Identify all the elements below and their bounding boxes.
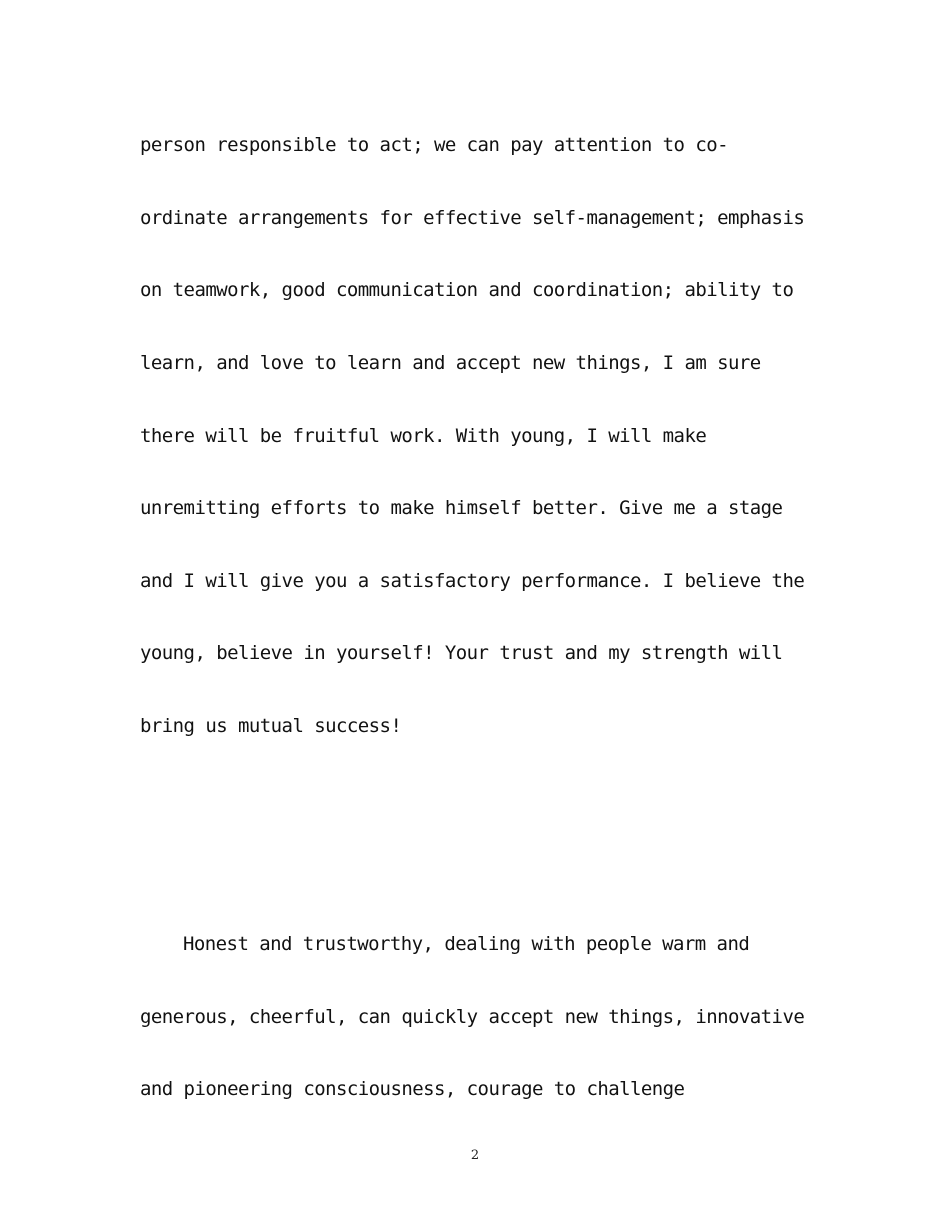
paragraph-1-line-9: bring us mutual success! xyxy=(140,715,402,737)
paragraph-1-line-5: there will be fruitful work. With young, I will make xyxy=(140,425,707,447)
paragraph-1-line-6: unremitting efforts to make himself better. Give me a stage xyxy=(140,497,783,519)
paragraph-2-line-3: and pioneering consciousness, courage to challenge xyxy=(140,1078,685,1100)
paragraph-2-line-2: generous, cheerful, can quickly accept new things, innovative xyxy=(140,1006,805,1028)
paragraph-2-line-1: Honest and trustworthy, dealing with people warm and xyxy=(183,933,750,955)
paragraph-1-line-8: young, believe in yourself! Your trust and my strength will xyxy=(140,642,783,664)
paragraph-1-line-3: on teamwork, good communication and coordination; ability to xyxy=(140,279,794,301)
page-number: 2 xyxy=(470,1148,480,1163)
paragraph-1-line-7: and I will give you a satisfactory performance. I believe the xyxy=(140,570,805,592)
paragraph-1-line-2: ordinate arrangements for effective self-management; emphasis xyxy=(140,207,805,229)
paragraph-1-line-1: person responsible to act; we can pay attention to co- xyxy=(140,134,729,156)
paragraph-1-line-4: learn, and love to learn and accept new things, I am sure xyxy=(140,352,761,374)
